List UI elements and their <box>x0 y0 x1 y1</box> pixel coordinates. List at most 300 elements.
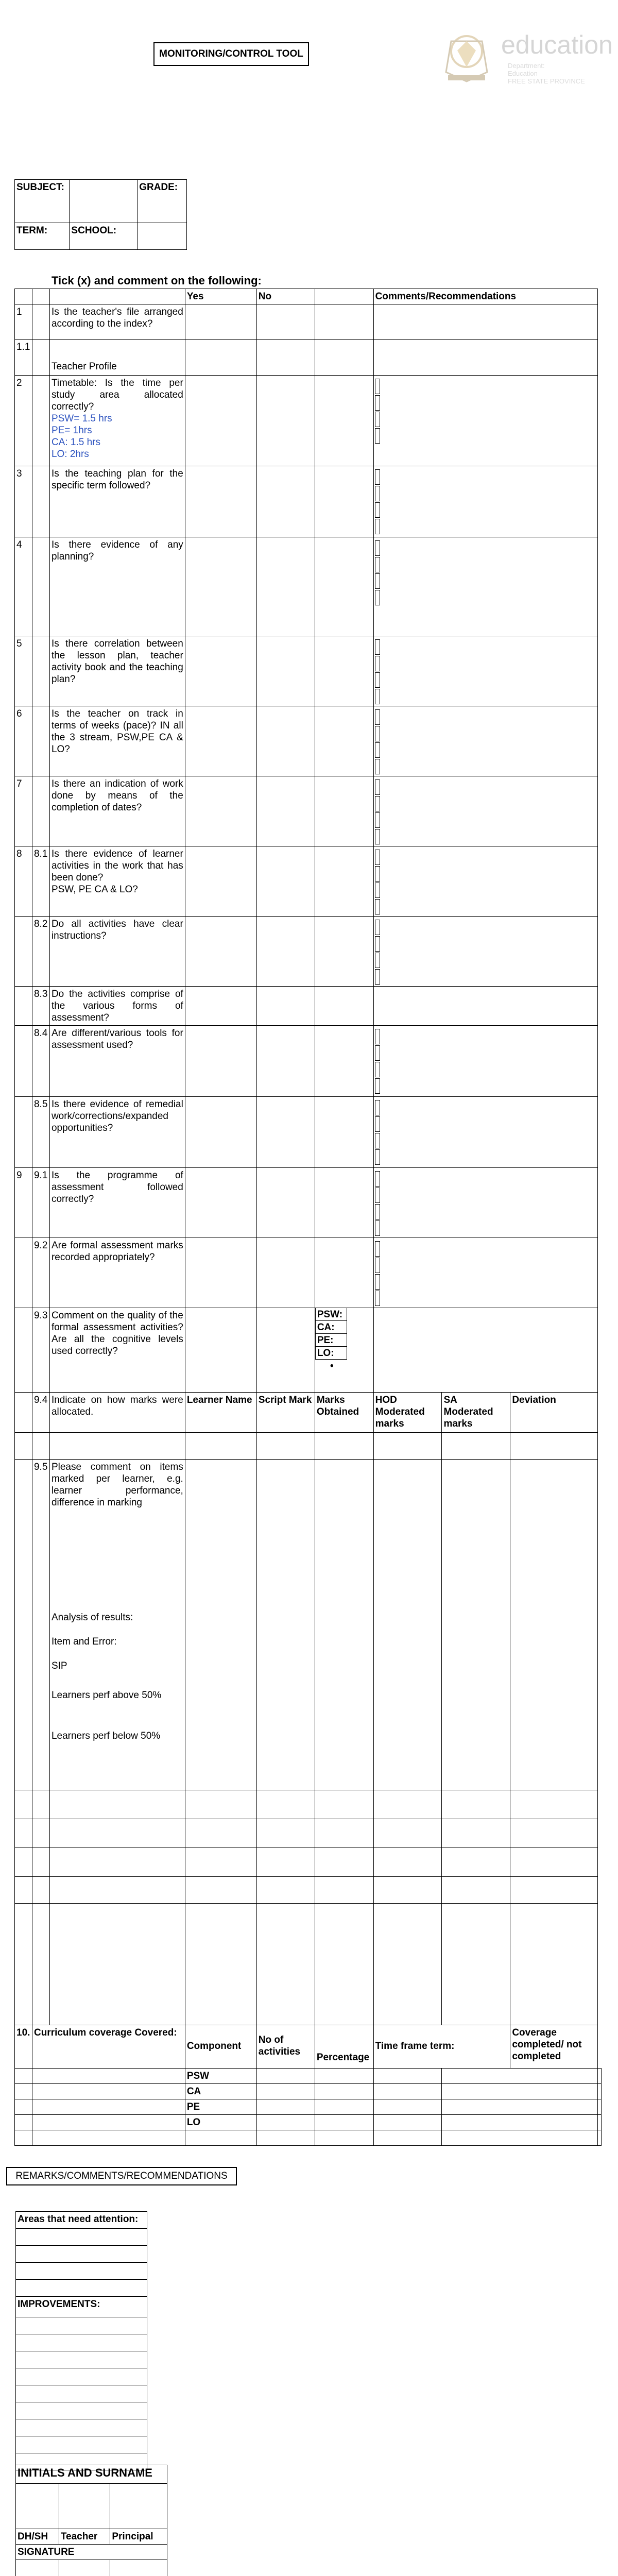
comment-checkbox[interactable] <box>375 866 380 882</box>
coverage-cell <box>32 2130 185 2146</box>
component-name: CA <box>185 2084 256 2099</box>
comment-checkbox[interactable] <box>375 812 380 828</box>
analysis-cell <box>49 1819 185 1848</box>
comment-checkbox[interactable] <box>375 639 380 655</box>
yes-tick-cell[interactable] <box>185 376 256 466</box>
comment-checkbox[interactable] <box>375 1241 380 1257</box>
analysis-cell <box>32 1790 49 1819</box>
analysis-cell[interactable] <box>510 1460 598 1790</box>
comment-checkbox[interactable] <box>375 709 380 725</box>
comment-checkbox[interactable] <box>375 573 380 589</box>
item-question-text: Is the programme of assessment followed correctly? <box>51 1170 183 1205</box>
coverage-cell[interactable] <box>185 2130 256 2146</box>
comment-cell[interactable] <box>373 636 597 706</box>
coverage-cell[interactable] <box>315 2115 373 2130</box>
analysis-cell[interactable] <box>315 1877 373 1904</box>
no-tick-cell[interactable] <box>256 1308 315 1393</box>
checklist-row <box>15 1026 602 1097</box>
coverage-cell[interactable] <box>315 2069 373 2084</box>
attention-table <box>15 2211 147 2470</box>
yes-tick-cell[interactable] <box>185 1238 256 1308</box>
blank-cell <box>315 304 373 340</box>
analysis-cell[interactable] <box>256 1790 315 1819</box>
comment-cell[interactable] <box>373 340 597 376</box>
analysis-label: SIP <box>51 1660 67 1671</box>
comment-checkbox[interactable] <box>375 829 380 844</box>
comment-cell[interactable] <box>373 304 597 340</box>
analysis-row <box>15 1877 602 1904</box>
item-question <box>49 1460 185 1790</box>
yes-tick-cell[interactable] <box>185 1168 256 1238</box>
item-number: 5 <box>15 636 32 706</box>
comment-checkbox[interactable] <box>375 1100 380 1115</box>
comment-cell[interactable] <box>373 706 597 776</box>
attention-row <box>16 2212 147 2229</box>
item-question <box>49 304 185 340</box>
blank-cell <box>315 706 373 776</box>
coverage-cell[interactable] <box>256 2069 315 2084</box>
marks-cell[interactable] <box>373 1433 442 1460</box>
attention-heading: IMPROVEMENTS: <box>16 2297 147 2317</box>
analysis-cell[interactable] <box>373 1848 442 1877</box>
marks-cell[interactable] <box>185 1433 256 1460</box>
checklist-header-row <box>15 289 602 304</box>
item-subnumber <box>32 537 49 636</box>
item-question-text: Is the teaching plan for the specific term followed? <box>51 468 183 491</box>
comment-checkbox[interactable] <box>375 1221 380 1236</box>
coverage-cell <box>32 2099 185 2115</box>
checklist-row <box>15 706 602 776</box>
attention-line[interactable] <box>16 2402 147 2419</box>
item-subnumber: 8.1 <box>32 846 49 917</box>
coverage-cell[interactable] <box>598 2115 602 2130</box>
comment-cell[interactable] <box>373 776 597 846</box>
no-tick-cell[interactable] <box>256 1026 315 1097</box>
attention-line[interactable] <box>16 2263 147 2280</box>
attention-heading: Areas that need attention: <box>16 2212 147 2229</box>
comment-checkbox[interactable] <box>375 486 380 501</box>
analysis-cell[interactable] <box>256 1848 315 1877</box>
coverage-cell[interactable] <box>315 2099 373 2115</box>
comment-checkbox[interactable] <box>375 412 380 427</box>
attention-line[interactable] <box>16 2419 147 2436</box>
comment-checkbox[interactable] <box>375 1149 380 1165</box>
comment-checkbox[interactable] <box>375 796 380 811</box>
coverage-header-row <box>15 2025 602 2069</box>
comments-header: Comments/Recommendations <box>373 289 597 304</box>
attention-line[interactable] <box>16 2351 147 2368</box>
item-question-text: Are different/various tools for assessment used? <box>51 1028 183 1050</box>
analysis-row <box>15 1848 602 1877</box>
marks-cell[interactable] <box>442 1433 510 1460</box>
comment-checkbox[interactable] <box>375 540 380 556</box>
analysis-cell[interactable] <box>510 1819 598 1848</box>
yes-tick-cell[interactable] <box>185 706 256 776</box>
teacher-signature-field[interactable] <box>59 2560 110 2576</box>
analysis-label: Item and Error: <box>51 1636 117 1647</box>
marks-row <box>15 1433 602 1460</box>
comment-cell[interactable] <box>373 1238 597 1308</box>
comment-cell[interactable] <box>373 537 597 636</box>
comment-checkbox[interactable] <box>375 883 380 898</box>
no-tick-cell[interactable] <box>256 340 315 376</box>
checklist-row <box>15 304 602 340</box>
yes-tick-cell[interactable] <box>185 1026 256 1097</box>
comment-checkbox[interactable] <box>375 850 380 865</box>
coverage-cell[interactable] <box>315 2084 373 2099</box>
item-question <box>49 987 185 1026</box>
item-number <box>15 1026 32 1097</box>
comment-cell[interactable] <box>373 846 597 917</box>
attention-row <box>16 2317 147 2334</box>
comment-checkbox[interactable] <box>375 920 380 935</box>
stream-code: • <box>330 1361 334 1371</box>
comment-cell[interactable] <box>373 1097 597 1168</box>
dh-signature-field[interactable] <box>16 2560 59 2576</box>
blank-cell <box>315 466 373 537</box>
analysis-cell[interactable] <box>442 1460 510 1790</box>
no-tick-cell[interactable] <box>256 537 315 636</box>
analysis-cell[interactable] <box>315 1790 373 1819</box>
comment-checkbox[interactable] <box>375 1171 380 1187</box>
comment-checkbox[interactable] <box>375 656 380 671</box>
no-tick-cell[interactable] <box>256 304 315 340</box>
marks-cell[interactable] <box>315 1433 373 1460</box>
comment-cell[interactable] <box>373 1308 597 1393</box>
coverage-cell <box>15 2069 32 2084</box>
item-question <box>49 466 185 537</box>
comment-checkbox[interactable] <box>375 1188 380 1203</box>
coverage-cell[interactable] <box>373 2069 442 2084</box>
coverage-cell[interactable] <box>256 2084 315 2099</box>
analysis-cell[interactable] <box>442 1848 510 1877</box>
comment-cell[interactable] <box>373 917 597 987</box>
no-tick-cell[interactable] <box>256 1097 315 1168</box>
yes-tick-cell[interactable] <box>185 466 256 537</box>
analysis-cell[interactable] <box>315 1819 373 1848</box>
analysis-cell <box>32 1819 49 1848</box>
comment-checkbox[interactable] <box>375 428 380 444</box>
coverage-cell[interactable] <box>256 2115 315 2130</box>
component-name: LO <box>185 2115 256 2130</box>
attention-row <box>16 2368 147 2385</box>
item-subnumber: 8.5 <box>32 1097 49 1168</box>
coverage-cell[interactable] <box>256 2099 315 2115</box>
no-tick-cell[interactable] <box>256 917 315 987</box>
coverage-cell[interactable] <box>373 2115 442 2130</box>
item-subnumber <box>32 304 49 340</box>
analysis-cell <box>49 1790 185 1819</box>
department-logo <box>436 26 613 88</box>
yes-tick-cell[interactable] <box>185 340 256 376</box>
no-tick-cell[interactable] <box>256 636 315 706</box>
comment-checkbox[interactable] <box>375 1133 380 1148</box>
blank-cell <box>315 1238 373 1308</box>
comment-checkbox[interactable] <box>375 1291 380 1306</box>
attention-row <box>16 2263 147 2280</box>
no-tick-cell[interactable] <box>256 776 315 846</box>
blank-cell <box>315 917 373 987</box>
yes-tick-cell[interactable] <box>185 987 256 1026</box>
checklist-row <box>15 466 602 537</box>
yes-tick-cell[interactable] <box>185 917 256 987</box>
item-question-text: Is the teacher on track in terms of weeks (pace)? IN all the 3 stream, PSW,PE CA & LO? <box>51 708 183 755</box>
comment-cell[interactable] <box>373 466 597 537</box>
comment-checkbox[interactable] <box>375 779 380 795</box>
comment-checkbox[interactable] <box>375 469 380 485</box>
yes-tick-cell[interactable] <box>185 846 256 917</box>
attention-line[interactable] <box>16 2280 147 2297</box>
analysis-cell[interactable] <box>510 1790 598 1819</box>
item-allocation-line: PE= 1hrs <box>51 425 92 436</box>
yes-tick-cell[interactable] <box>185 304 256 340</box>
marks-cell <box>15 1433 32 1460</box>
item-question-text: Is there evidence of remedial work/corrections/expanded opportunities? <box>51 1099 183 1133</box>
checklist-row <box>15 1308 602 1393</box>
analysis-cell[interactable] <box>185 1904 256 2025</box>
coverage-cell <box>32 2115 185 2130</box>
coverage-column-header <box>510 2025 598 2069</box>
comment-checkbox[interactable] <box>375 379 380 394</box>
role-teacher: Teacher <box>59 2529 110 2545</box>
coverage-cell[interactable] <box>598 2069 602 2084</box>
coverage-cell[interactable] <box>598 2130 602 2146</box>
attention-line[interactable] <box>16 2246 147 2263</box>
comment-checkbox[interactable] <box>375 1045 380 1061</box>
item-question-text: Do the activities comprise of the various forms of assessment? <box>51 989 183 1023</box>
attention-row <box>16 2351 147 2368</box>
comment-checkbox[interactable] <box>375 899 380 914</box>
coverage-cell[interactable] <box>373 2099 442 2115</box>
yes-header: Yes <box>185 289 256 304</box>
checklist-row <box>15 987 602 1026</box>
analysis-cell <box>49 1877 185 1904</box>
item-subnumber: 8.2 <box>32 917 49 987</box>
comment-checkbox[interactable] <box>375 1274 380 1290</box>
page-title: MONITORING/CONTROL TOOL <box>153 42 309 66</box>
comment-checkbox[interactable] <box>375 689 380 704</box>
analysis-cell <box>49 1904 185 2025</box>
initials-table <box>15 2465 167 2576</box>
item-number <box>15 917 32 987</box>
stream-codes-cell <box>315 1308 373 1393</box>
analysis-cell[interactable] <box>256 1904 315 2025</box>
analysis-cell[interactable] <box>442 1790 510 1819</box>
item-subnumber <box>32 776 49 846</box>
analysis-cell[interactable] <box>185 1848 256 1877</box>
comment-checkbox[interactable] <box>375 1078 380 1094</box>
yes-tick-cell[interactable] <box>185 776 256 846</box>
marks-cell[interactable] <box>256 1433 315 1460</box>
no-tick-cell[interactable] <box>256 1238 315 1308</box>
comment-checkbox[interactable] <box>375 557 380 572</box>
teacher-name-field[interactable] <box>59 2484 110 2529</box>
coverage-cell[interactable] <box>373 2130 442 2146</box>
analysis-cell[interactable] <box>185 1790 256 1819</box>
coverage-column-header <box>185 2025 256 2069</box>
stream-code: CA: <box>315 1320 347 1334</box>
comment-checkbox[interactable] <box>375 395 380 411</box>
principal-name-field[interactable] <box>110 2484 167 2529</box>
no-tick-cell[interactable] <box>256 706 315 776</box>
comment-checkbox[interactable] <box>375 726 380 741</box>
item-question <box>49 1238 185 1308</box>
coverage-column-header <box>256 2025 315 2069</box>
attention-row <box>16 2297 147 2317</box>
comment-checkbox[interactable] <box>375 936 380 952</box>
role-principal: Principal <box>110 2529 167 2545</box>
item-subnumber <box>32 340 49 376</box>
no-tick-cell[interactable] <box>256 1168 315 1238</box>
marks-cell[interactable] <box>510 1433 598 1460</box>
coverage-header-text: No of activities <box>258 2035 301 2057</box>
item-allocation-line: CA: 1.5 hrs <box>51 437 100 448</box>
item-question-line: Teacher Profile <box>51 361 117 372</box>
coverage-cell[interactable] <box>315 2130 373 2146</box>
analysis-cell[interactable] <box>256 1877 315 1904</box>
item-number: 3 <box>15 466 32 537</box>
analysis-cell[interactable] <box>256 1819 315 1848</box>
coverage-header-text: Time frame term: <box>375 2041 455 2052</box>
item-number <box>15 1238 32 1308</box>
analysis-cell <box>32 1877 49 1904</box>
item-subnumber: 9.1 <box>32 1168 49 1238</box>
item-question <box>49 1393 185 1433</box>
comment-checkbox[interactable] <box>375 672 380 688</box>
comment-checkbox[interactable] <box>375 1029 380 1044</box>
school-label: SCHOOL: <box>70 223 138 250</box>
coverage-cell <box>15 2099 32 2115</box>
item-number: 8 <box>15 846 32 917</box>
analysis-cell[interactable] <box>442 1904 510 2025</box>
attention-row <box>16 2419 147 2436</box>
yes-tick-cell[interactable] <box>185 537 256 636</box>
grade-label: GRADE: <box>138 180 187 223</box>
coverage-header-text: Percentage <box>316 2052 370 2063</box>
coverage-cell[interactable] <box>442 2084 598 2099</box>
comment-checkbox[interactable] <box>375 590 380 605</box>
item-question <box>49 1168 185 1238</box>
analysis-row <box>15 1790 602 1819</box>
coverage-column-header <box>373 2025 510 2069</box>
attention-line[interactable] <box>16 2317 147 2334</box>
checklist-row <box>15 1168 602 1238</box>
comment-checkbox[interactable] <box>375 969 380 985</box>
info-table <box>14 179 187 250</box>
analysis-cell[interactable] <box>373 1460 442 1790</box>
logo-subtext: Department: <box>508 62 545 70</box>
comment-checkbox[interactable] <box>375 1258 380 1273</box>
analysis-cell[interactable] <box>185 1460 256 1790</box>
analysis-cell[interactable] <box>315 1904 373 2025</box>
analysis-cell[interactable] <box>315 1848 373 1877</box>
analysis-cell[interactable] <box>510 1848 598 1877</box>
checklist-row <box>15 1238 602 1308</box>
yes-tick-cell[interactable] <box>185 636 256 706</box>
attention-row <box>16 2402 147 2419</box>
attention-line[interactable] <box>16 2385 147 2402</box>
coverage-row <box>15 2084 602 2099</box>
attention-line[interactable] <box>16 2334 147 2351</box>
coverage-cell <box>15 2130 32 2146</box>
marks-header-row <box>15 1393 602 1433</box>
comment-checkbox[interactable] <box>375 742 380 758</box>
analysis-cell[interactable] <box>256 1460 315 1790</box>
coverage-cell[interactable] <box>442 2130 598 2146</box>
coverage-cell[interactable] <box>442 2115 598 2130</box>
coverage-cell <box>15 2115 32 2130</box>
analysis-label: Learners perf below 50% <box>51 1731 161 1741</box>
analysis-cell[interactable] <box>510 1904 598 2025</box>
comment-checkbox[interactable] <box>375 759 380 774</box>
analysis-cell <box>15 1904 32 2025</box>
analysis-cell[interactable] <box>373 1819 442 1848</box>
analysis-cell <box>49 1848 185 1877</box>
subject-field[interactable] <box>70 180 138 223</box>
comment-checkbox[interactable] <box>375 1062 380 1077</box>
no-tick-cell[interactable] <box>256 376 315 466</box>
yes-tick-cell[interactable] <box>185 1097 256 1168</box>
coverage-cell[interactable] <box>373 2084 442 2099</box>
component-name: PSW <box>185 2069 256 2084</box>
analysis-cell[interactable] <box>185 1877 256 1904</box>
comment-cell[interactable] <box>373 1168 597 1238</box>
analysis-cell[interactable] <box>510 1877 598 1904</box>
analysis-cell[interactable] <box>373 1877 442 1904</box>
yes-tick-cell[interactable] <box>185 1308 256 1393</box>
dh-name-field[interactable] <box>16 2484 59 2529</box>
comment-cell[interactable] <box>373 987 597 1026</box>
comment-checkbox[interactable] <box>375 953 380 968</box>
attention-row <box>16 2280 147 2297</box>
analysis-cell[interactable] <box>373 1904 442 2025</box>
coverage-cell[interactable] <box>442 2099 598 2115</box>
coverage-cell[interactable] <box>598 2084 602 2099</box>
comment-cell[interactable] <box>373 376 597 466</box>
no-tick-cell[interactable] <box>256 987 315 1026</box>
attention-line[interactable] <box>16 2368 147 2385</box>
role-dh: DH/SH <box>16 2529 59 2545</box>
principal-signature-field[interactable] <box>110 2560 167 2576</box>
comment-checkbox[interactable] <box>375 519 380 534</box>
analysis-cell[interactable] <box>442 1819 510 1848</box>
school-field[interactable] <box>138 223 187 250</box>
item-question <box>49 776 185 846</box>
comment-checkbox[interactable] <box>375 1116 380 1132</box>
analysis-cell[interactable] <box>315 1460 373 1790</box>
coverage-cell[interactable] <box>256 2130 315 2146</box>
coverage-cell[interactable] <box>598 2099 602 2115</box>
coverage-cell[interactable] <box>442 2069 598 2084</box>
comment-cell[interactable] <box>373 1026 597 1097</box>
analysis-cell[interactable] <box>373 1790 442 1819</box>
analysis-label: Learners perf above 50% <box>51 1690 162 1701</box>
coverage-label-text: Curriculum coverage Covered: <box>33 2027 177 2038</box>
blank-cell <box>315 1026 373 1097</box>
no-tick-cell[interactable] <box>256 466 315 537</box>
no-tick-cell[interactable] <box>256 846 315 917</box>
comment-checkbox[interactable] <box>375 1204 380 1219</box>
item-subnumber <box>32 636 49 706</box>
comment-checkbox[interactable] <box>375 502 380 518</box>
checklist-row <box>15 537 602 636</box>
attention-line[interactable] <box>16 2229 147 2246</box>
tick-instruction: Tick (x) and comment on the following: <box>52 274 262 287</box>
analysis-cell[interactable] <box>185 1819 256 1848</box>
analysis-cell[interactable] <box>442 1877 510 1904</box>
logo-wordmark: education <box>501 30 613 59</box>
attention-line[interactable] <box>16 2436 147 2453</box>
